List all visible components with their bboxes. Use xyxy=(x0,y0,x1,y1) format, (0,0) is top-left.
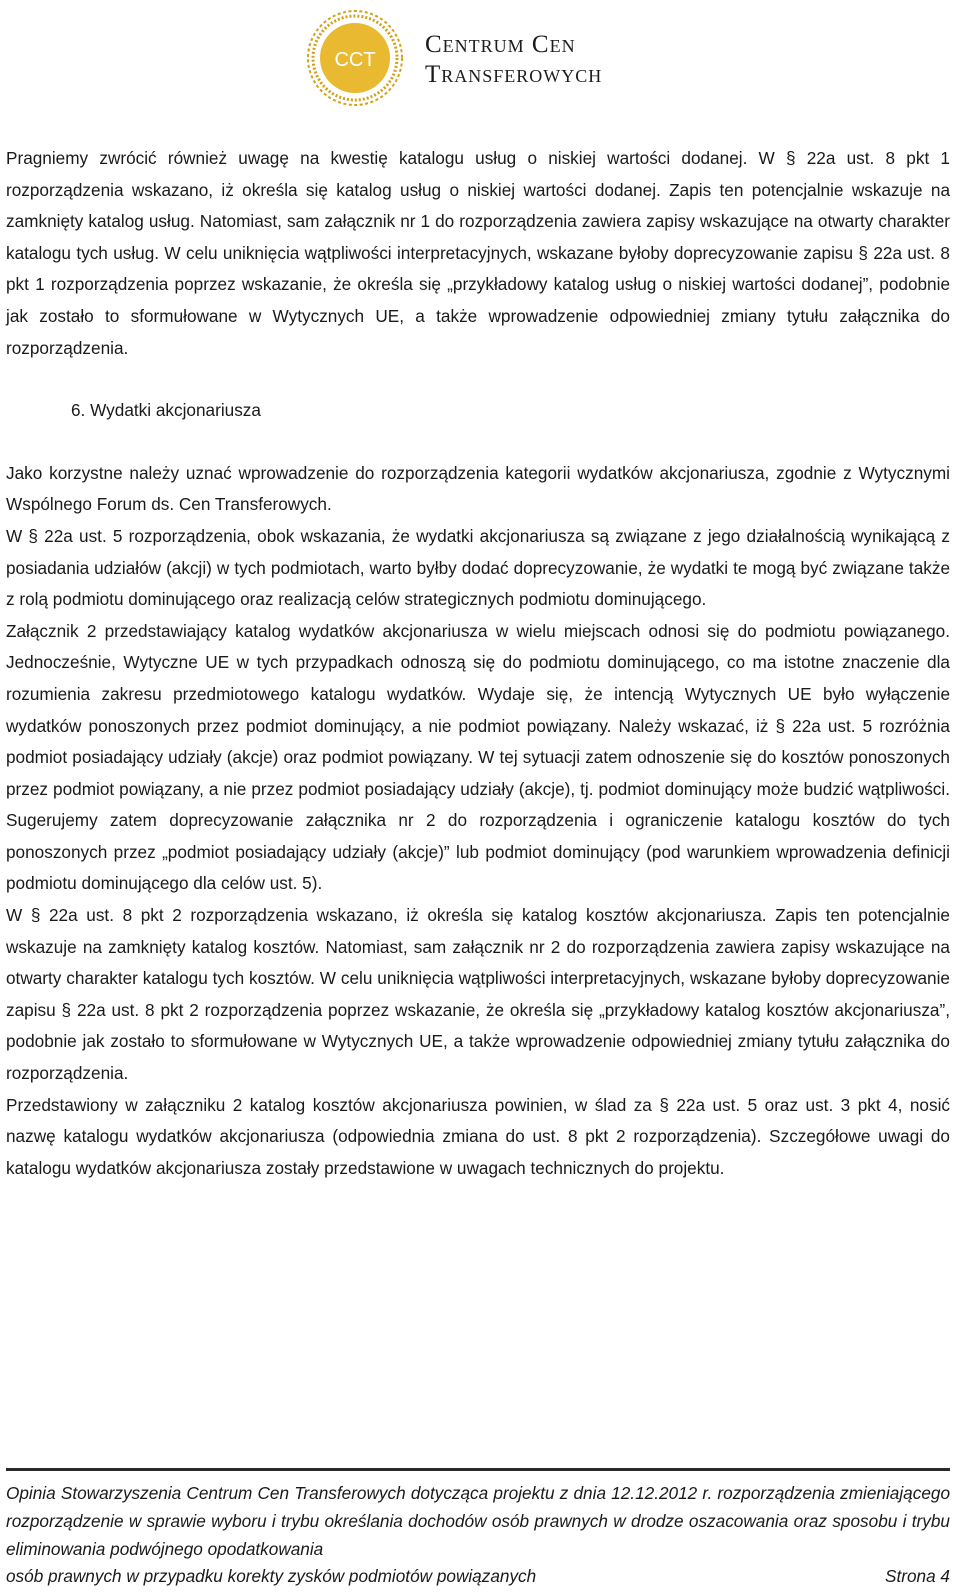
section-paragraph-2: W § 22a ust. 5 rozporządzenia, obok wskazania, że wydatki akcjonariusza są związane z jego działalnością wynikającą z posiadania udziałów (akcji) w tych podmiotach, warto byłby dodać doprecyzowanie, że wydatki te mogą być związane także z rolą podmiotu dominującego oraz realizacją celów strategicznych podmiotu dominującego. xyxy=(6,525,950,610)
section-heading: 6. Wydatki akcjonariusza xyxy=(71,400,261,421)
page-number: Strona 4 xyxy=(885,1566,950,1587)
svg-text:CCT: CCT xyxy=(334,49,376,71)
section-paragraph-5: Przedstawiony w załączniku 2 katalog kosztów akcjonariusza powinien, w ślad za § 22a ust. 5 oraz ust. 3 pkt 4, nosić nazwę katalogu wydatków akcjonariusza (odpowiednia zmiana do ust. 8 pkt 2 rozporządzenia). Szczegółowe uwagi do katalogu wydatków akcjonariusza zostały przedstawione w uwagach technicznych do projektu. xyxy=(6,1094,950,1178)
document-body xyxy=(6,143,950,1184)
brand-line-1: Centrum Cen xyxy=(425,31,576,58)
section-paragraph-4: W § 22a ust. 8 pkt 2 rozporządzenia wskazano, iż określa się katalog kosztów akcjonariusza. Zapis ten potencjalnie wskazuje na zamknięty katalog kosztów. Natomiast, sam załącznik nr 2 do rozporządzenia zawiera zapisy wskazujące na otwarty charakter katalogu tych kosztów. W celu uniknięcia wątpliwości interpretacyjnych, wskazane byłoby doprecyzowanie zapisu § 22a ust. 8 pkt 2 rozporządzenia poprzez wskazanie, że określa się „przykładowy katalog kosztów akcjonariusza”, podobnie jak zostało to sformułowane w Wytycznych UE, a także wprowadzenie odpowiedniej zmiany tytułu załącznika do rozporządzenia. xyxy=(6,905,950,1084)
page-footer xyxy=(6,1468,950,1591)
page-header xyxy=(0,0,960,110)
brand-line-2: Transferowych xyxy=(425,61,603,88)
brand-name xyxy=(425,30,602,90)
footer-text: Opinia Stowarzyszenia Centrum Cen Transferowych dotycząca projektu z dnia 12.12.2012 r. rozporządzenia zmieniającego rozporządzenie w sprawie wyboru i trybu określania dochodów osób prawnych w drodze oszacowania oraz sposobu i trybu eliminowania podwójnego opodatkowania xyxy=(6,1483,950,1559)
section-paragraph-1: Jako korzystne należy uznać wprowadzenie do rozporządzenia kategorii wydatków akcjonariusza, zgodnie z Wytycznymi Wspólnego Forum ds. Cen Transferowych. xyxy=(6,462,950,515)
cct-logo-icon xyxy=(305,8,405,108)
section-paragraph-3: Załącznik 2 przedstawiający katalog wydatków akcjonariusza w wielu miejscach odnosi się do podmiotu powiązanego. Jednocześnie, Wytyczne UE w tych przypadkach odnoszą się do podmiotu dominującego, co ma istotne znaczenie dla rozumienia zakresu przedmiotowego katalogu wydatków. Wydaje się, że intencją Wytycznych UE było wyłączenie wydatków ponoszonych przez podmiot dominujący, a nie podmiot powiązany. Należy wskazać, iż § 22a ust. 5 rozróżnia podmiot posiadający udziały (akcje) oraz podmiot powiązany. W tej sytuacji zatem odnoszenie się do kosztów ponoszonych przez podmiot powiązany, a nie przez podmiot posiadający udziały (akcje), tj. podmiot dominujący może budzić wątpliwości. Sugerujemy zatem doprecyzowanie załącznika nr 2 do rozporządzenia i ograniczenie katalogu kosztów do tych ponoszonych przez „podmiot posiadający udziały (akcje)” lub podmiot dominujący (pod warunkiem wprowadzenia definicji podmiotu dominującego dla celów ust. 5). xyxy=(6,620,950,894)
paragraph-intro: Pragniemy zwrócić również uwagę na kwestię katalogu usług o niskiej wartości dodanej. W § 22a ust. 8 pkt 1 rozporządzenia wskazano, iż określa się katalog usług o niskiej wartości dodanej. Zapis ten potencjalnie wskazuje na zamknięty katalog usług. Natomiast, sam załącznik nr 1 do rozporządzenia zawiera zapisy wskazujące na otwarty charakter katalogu tych usług. W celu uniknięcia wątpliwości interpretacyjnych, wskazane byłoby doprecyzowanie zapisu § 22a ust. 8 pkt 1 rozporządzenia poprzez wskazanie, że określa się „przykładowy katalog usług o niskiej wartości dodanej”, podobnie jak zostało to sformułowane w Wytycznych UE, a także wprowadzenie odpowiedniej zmiany tytułu załącznika do rozporządzenia. xyxy=(6,148,950,358)
footer-last-line: osób prawnych w przypadku korekty zysków podmiotów powiązanych xyxy=(6,1566,537,1587)
